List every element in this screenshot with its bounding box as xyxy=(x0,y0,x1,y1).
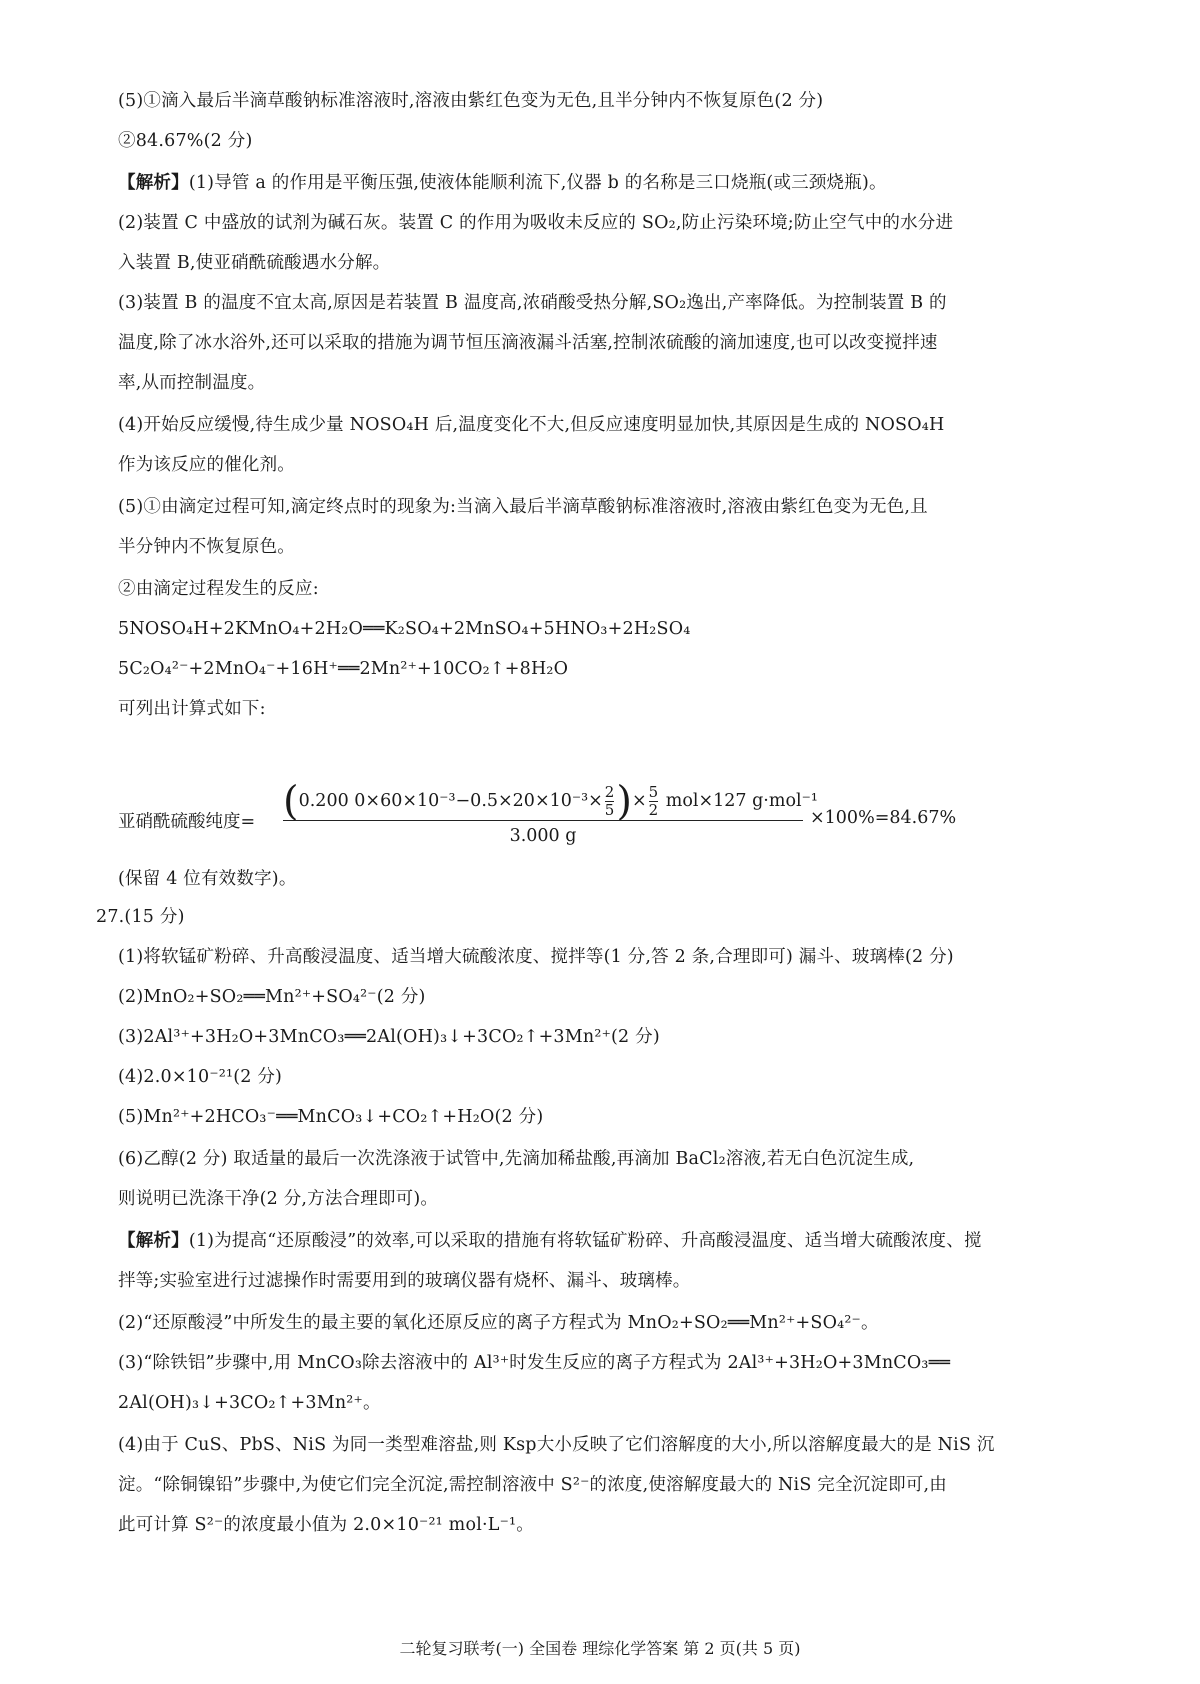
equation-line: (5)Mn²⁺+2HCO₃⁻══MnCO₃↓+CO₂↑+H₂O(2 分) xyxy=(118,1107,544,1127)
numerator-unit: mol×127 g·mol⁻¹ xyxy=(660,791,818,811)
text-line: (3)“除铁铝”步骤中,用 MnCO₃除去溶液中的 Al³⁺时发生反应的离子方程式为 2Al³⁺+3H₂O+3MnCO₃══ xyxy=(118,1353,951,1373)
formula-result: ×100%=84.67% xyxy=(810,808,957,828)
text-line: (4)开始反应缓慢,待生成少量 NOSO₄H 后,温度变化不大,但反应速度明显加快,其原因是生成的 NOSO₄H xyxy=(118,415,945,435)
text-line: (5)①由滴定过程可知,滴定终点时的现象为:当滴入最后半滴草酸钠标准溶液时,溶液由紫红色变为无色,且 xyxy=(118,497,928,517)
text-line: 可列出计算式如下: xyxy=(118,699,266,719)
text-line: 2Al(OH)₃↓+3CO₂↑+3Mn²⁺。 xyxy=(118,1393,381,1413)
text-line: (6)乙醇(2 分) 取适量的最后一次洗涤液于试管中,先滴加稀盐酸,再滴加 BaCl₂溶液,若无白色沉淀生成, xyxy=(118,1149,915,1169)
fraction-two-fifths: $\frac{2}{5}$ xyxy=(604,783,615,819)
text-line: ②84.67%(2 分) xyxy=(118,131,253,151)
text-line: (2)装置 C 中盛放的试剂为碱石灰。装置 C 的作用为吸收未反应的 SO₂,防止污染环境;防止空气中的水分进 xyxy=(118,213,954,233)
purity-formula xyxy=(118,778,1108,862)
formula-numerator: (0.200 0×60×10⁻³−0.5×20×10⁻³× $\frac{2}{5}$ )× $\frac{5}{2}$ mol×127 g·mol⁻¹ xyxy=(283,778,818,825)
text-line: 【解析】(1)导管 a 的作用是平衡压强,使液体能顺利流下,仪器 b 的名称是三口烧瓶(或三颈烧瓶)。 xyxy=(118,173,887,193)
equation-line: 5NOSO₄H+2KMnO₄+2H₂O══K₂SO₄+2MnSO₄+5HNO₃+2H₂SO₄ xyxy=(118,619,691,639)
text-line: 率,从而控制温度。 xyxy=(118,373,266,393)
formula-denominator: 3.000 g xyxy=(509,826,577,846)
analysis-marker: 【解析】 xyxy=(118,1231,189,1251)
analysis-marker: 【解析】 xyxy=(118,173,189,193)
text-line: ②由滴定过程发生的反应: xyxy=(118,579,319,599)
equation-line: 5C₂O₄²⁻+2MnO₄⁻+16H⁺══2Mn²⁺+10CO₂↑+8H₂O xyxy=(118,659,569,679)
text-line: 半分钟内不恢复原色。 xyxy=(118,537,295,557)
text-line: (4)2.0×10⁻²¹(2 分) xyxy=(118,1067,283,1087)
text-line: 拌等;实验室进行过滤操作时需要用到的玻璃仪器有烧杯、漏斗、玻璃棒。 xyxy=(118,1271,691,1291)
page-footer: 二轮复习联考(一) 全国卷 理综化学答案 第 2 页(共 5 页) xyxy=(399,1639,801,1658)
text-line: 【解析】(1)为提高“还原酸浸”的效率,可以采取的措施有将软锰矿粉碎、升高酸浸温度、适当增大硫酸浓度、搅 xyxy=(118,1231,982,1251)
text-line: (3)装置 B 的温度不宜太高,原因是若装置 B 温度高,浓硝酸受热分解,SO₂逸出,产率降低。为控制装置 B 的 xyxy=(118,293,947,313)
equation-line: (2)MnO₂+SO₂══Mn²⁺+SO₄²⁻(2 分) xyxy=(118,987,426,1007)
text-line: (5)①滴入最后半滴草酸钠标准溶液时,溶液由紫红色变为无色,且半分钟内不恢复原色(2 分) xyxy=(118,91,824,111)
question-number: 27.(15 分) xyxy=(96,907,185,927)
text-line: (2)“还原酸浸”中所发生的最主要的氧化还原反应的离子方程式为 MnO₂+SO₂══Mn²⁺+SO₄²⁻。 xyxy=(118,1313,879,1333)
text-line: (1)将软锰矿粉碎、升高酸浸温度、适当增大硫酸浓度、搅拌等(1 分,答 2 条,合理即可) 漏斗、玻璃棒(2 分) xyxy=(118,947,954,967)
fraction-five-halves: $\frac{5}{2}$ xyxy=(648,783,659,819)
text-line: 则说明已洗涤干净(2 分,方法合理即可)。 xyxy=(118,1189,439,1209)
text-line: (4)由于 CuS、PbS、NiS 为同一类型难溶盐,则 Ksp大小反映了它们溶解度的大小,所以溶解度最大的是 NiS 沉 xyxy=(118,1435,995,1455)
text-line: 作为该反应的催化剂。 xyxy=(118,455,295,475)
equation-line: (3)2Al³⁺+3H₂O+3MnCO₃══2Al(OH)₃↓+3CO₂↑+3Mn²⁺(2 分) xyxy=(118,1027,660,1047)
text-line: 此可计算 S²⁻的浓度最小值为 2.0×10⁻²¹ mol·L⁻¹。 xyxy=(118,1515,534,1535)
formula-label: 亚硝酰硫酸纯度= xyxy=(118,812,256,832)
times-sign: × xyxy=(631,791,647,811)
text-line: 入装置 B,使亚硝酰硫酸遇水分解。 xyxy=(118,253,391,273)
text-line: (保留 4 位有效数字)。 xyxy=(118,869,297,889)
text-line: 淀。“除铜镍铅”步骤中,为使它们完全沉淀,需控制溶液中 S²⁻的浓度,使溶解度最大的 NiS 完全沉淀即可,由 xyxy=(118,1475,947,1495)
formula-fraction xyxy=(283,778,818,862)
text-line: 温度,除了冰水浴外,还可以采取的措施为调节恒压滴液漏斗活塞,控制浓硫酸的滴加速度,也可以改变搅拌速 xyxy=(118,333,938,353)
fraction-bar xyxy=(283,820,803,821)
numerator-term: 0.200 0×60×10⁻³−0.5×20×10⁻³× xyxy=(298,791,603,811)
